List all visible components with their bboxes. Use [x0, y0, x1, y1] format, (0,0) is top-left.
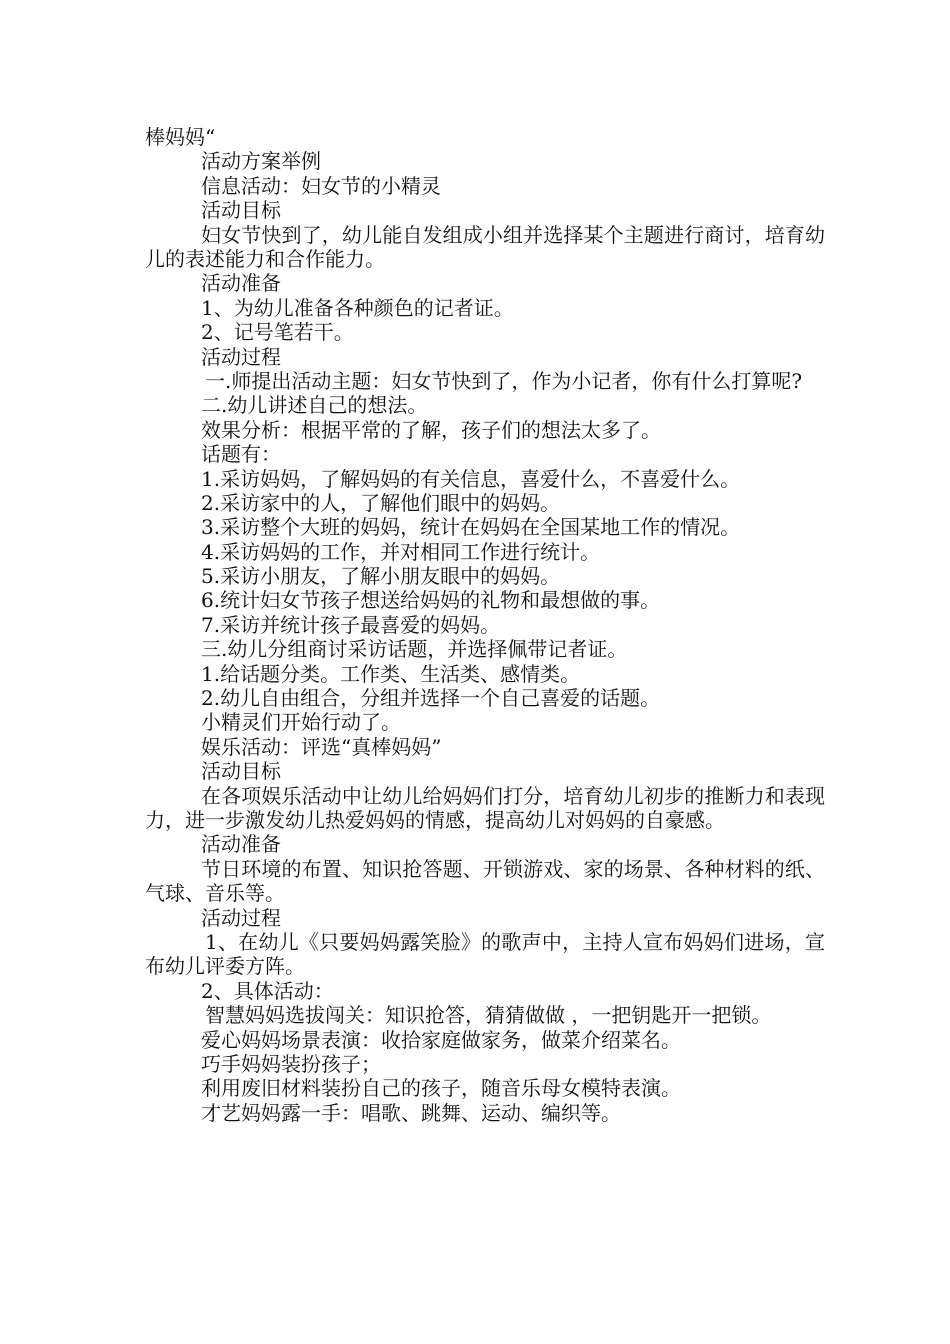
paragraph-line: 话题有：	[201, 442, 281, 467]
paragraph-line: 3.采访整个大班的妈妈，统计在妈妈在全国某地工作的情况。	[201, 515, 741, 540]
paragraph-line: 活动过程	[201, 905, 281, 930]
paragraph-line: 巧手妈妈装扮孩子；	[201, 1052, 381, 1076]
paragraph-line: 2.幼儿自由组合，分组并选择一个自己喜爱的话题。	[201, 686, 661, 711]
paragraph-line: 1.给话题分类。工作类、生活类、感情类。	[201, 661, 581, 686]
paragraph-line: 才艺妈妈露一手：唱歌、跳舞、运动、编织等。	[201, 1100, 621, 1125]
paragraph-line: 活动方案举例	[201, 149, 321, 174]
paragraph-line: 2、具体活动：	[201, 978, 334, 1003]
paragraph-line: 1、为幼儿准备各种颜色的记者证。	[201, 295, 514, 320]
paragraph-line: 1.采访妈妈，了解妈妈的有关信息，喜爱什么，不喜爱什么。	[201, 466, 741, 491]
paragraph-line: 2.采访家中的人，了解他们眼中的妈妈。	[201, 490, 561, 515]
paragraph-line: 活动过程	[201, 344, 281, 369]
paragraph-line: 小精灵们开始行动了。	[201, 710, 401, 735]
paragraph-line: 妇女节快到了，幼儿能自发组成小组并选择某个主题进行商讨，培育幼儿的表述能力和合作能力。	[145, 222, 825, 271]
paragraph-line: 1、在幼儿《只要妈妈露笑脸》的歌声中，主持人宣布妈妈们进场，宣布幼儿评委方阵。	[145, 930, 825, 979]
paragraph-line: 活动目标	[201, 198, 281, 223]
paragraph-line: 活动准备	[201, 271, 281, 296]
paragraph-line: 4.采访妈妈的工作，并对相同工作进行统计。	[201, 539, 601, 564]
paragraph-line: 节日环境的布置、知识抢答题、开锁游戏、家的场景、各种材料的纸、气球、音乐等。	[145, 856, 825, 906]
paragraph-line: 利用废旧材料装扮自己的孩子，随音乐母女模特表演。	[201, 1076, 681, 1101]
paragraph-line: 娱乐活动：评选“真棒妈妈”	[201, 734, 442, 759]
paragraph-line: 6.统计妇女节孩子想送给妈妈的礼物和最想做的事。	[201, 588, 661, 613]
paragraph-line: 三.幼儿分组商讨采访话题，并选择佩带记者证。	[201, 637, 628, 662]
document-body	[145, 125, 825, 1125]
paragraph-line: 智慧妈妈选拔闯关：知识抢答，猜猜做做 ，一把钥匙开一把锁。	[205, 1003, 772, 1028]
paragraph-line: 2、记号笔若干。	[201, 320, 354, 345]
paragraph-line: 在各项娱乐活动中让幼儿给妈妈们打分，培育幼儿初步的推断力和表现力，进一步激发幼儿热爱妈妈的情感，提高幼儿对妈妈的自豪感。	[145, 783, 825, 832]
paragraph-line: 效果分析：根据平常的了解，孩子们的想法太多了。	[201, 417, 661, 442]
paragraph-line: 7.采访并统计孩子最喜爱的妈妈。	[201, 612, 501, 637]
paragraph-line: 活动目标	[201, 759, 281, 784]
paragraph-line: 一.师提出活动主题：妇女节快到了，作为小记者，你有什么打算呢?	[205, 368, 803, 393]
paragraph-line: 信息活动：妇女节的小精灵	[201, 173, 441, 198]
paragraph-line: 棒妈妈“	[145, 125, 216, 149]
paragraph-line: 二.幼儿讲述自己的想法。	[201, 393, 428, 418]
paragraph-line: 爱心妈妈场景表演：收拾家庭做家务，做菜介绍菜名。	[201, 1027, 681, 1052]
paragraph-line: 活动准备	[201, 832, 281, 857]
paragraph-line: 5.采访小朋友，了解小朋友眼中的妈妈。	[201, 564, 561, 589]
